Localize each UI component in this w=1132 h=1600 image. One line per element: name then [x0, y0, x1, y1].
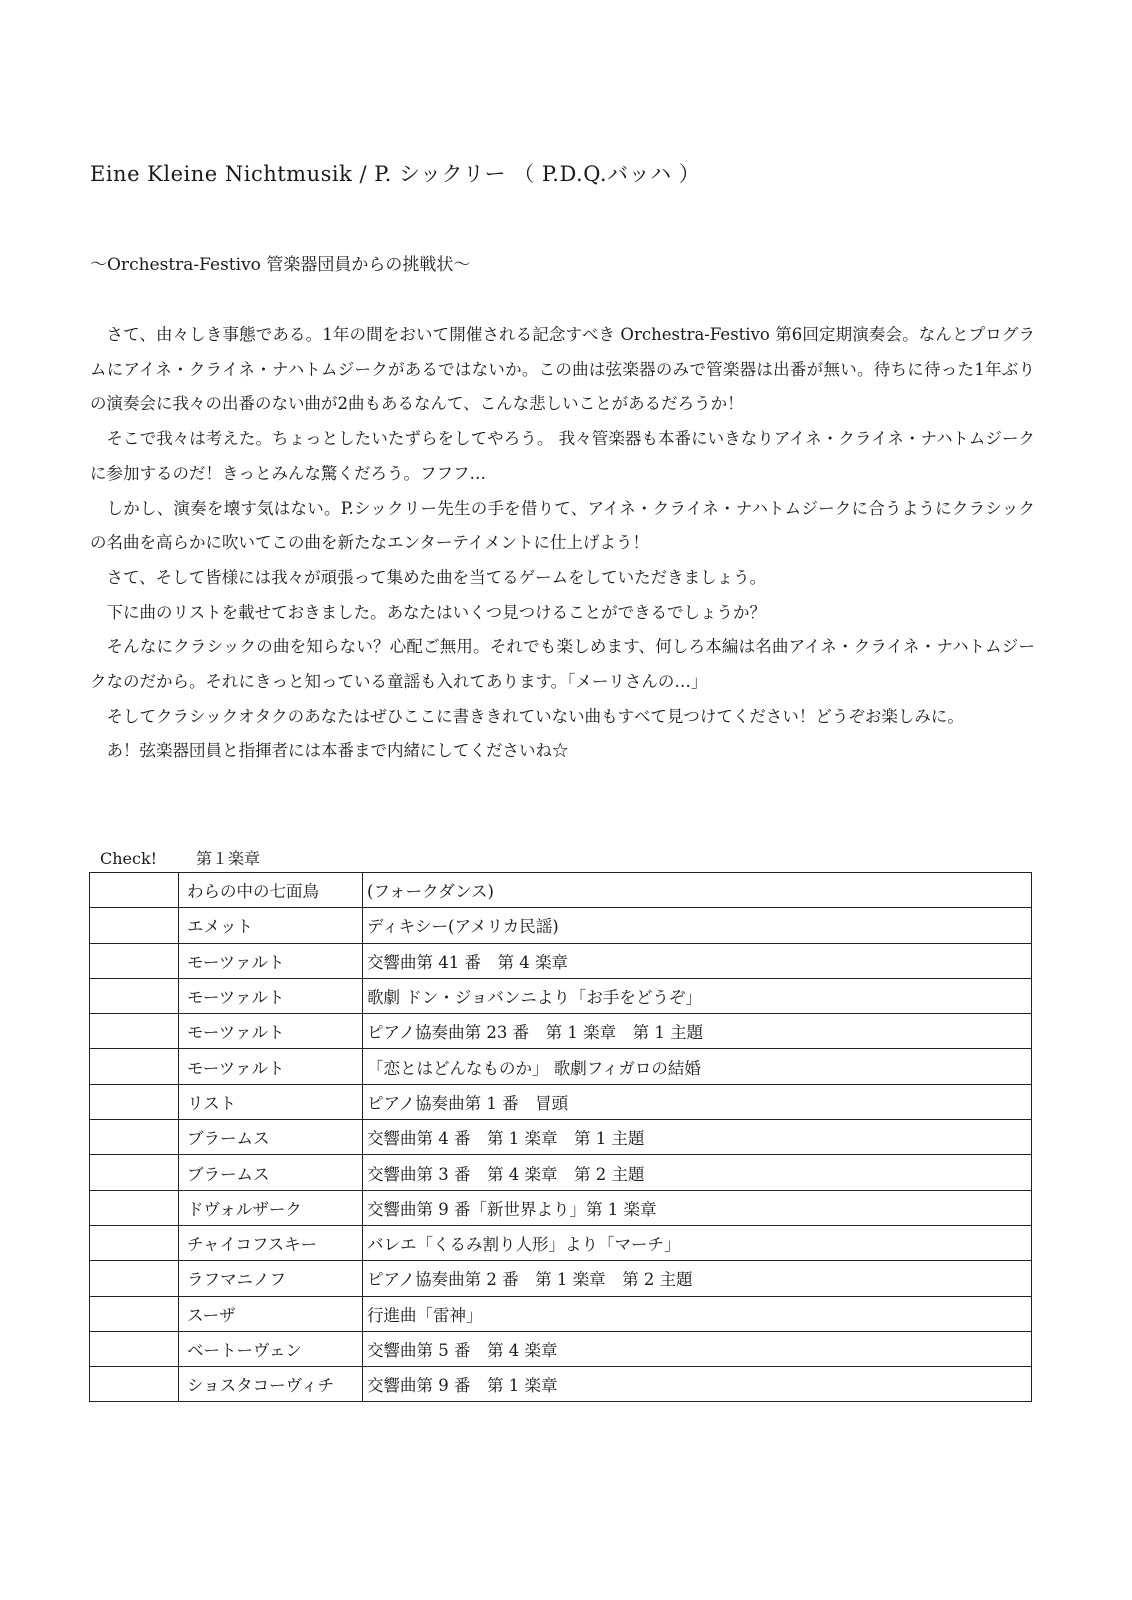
intro-paragraph: あ！弦楽器団員と指揮者には本番まで内緒にしてくださいね☆: [106, 741, 569, 761]
table-row: [90, 908, 1032, 943]
check-box-cell[interactable]: [90, 978, 179, 1013]
intro-paragraph: そしてクラシックオタクのあなたはぜひここに書ききれていない曲もすべて見つけてください！どうぞお楽しみに。: [106, 706, 964, 726]
check-box-cell[interactable]: [90, 1296, 179, 1331]
checklist-header: [100, 846, 260, 869]
composer-cell: ブラームス: [179, 1120, 363, 1155]
check-box-cell[interactable]: [90, 1367, 179, 1402]
work-cell: 交響曲第 9 番「新世界より」第 1 楽章: [363, 1190, 1032, 1225]
movement-label: 第１楽章: [196, 849, 261, 868]
check-box-cell[interactable]: [90, 1261, 179, 1296]
composer-cell: ベートーヴェン: [179, 1331, 363, 1366]
check-box-cell[interactable]: [90, 1190, 179, 1225]
intro-paragraph: しかし、演奏を壊す気はない。P.シックリー先生の手を借りて、アイネ・クライネ・ナハトムジークに合うようにクラシックの名曲を高らかに吹いてこの曲を新たなエンターテイメントに仕上げよう！: [90, 498, 1035, 553]
work-cell: 交響曲第 4 番 第 1 楽章 第 1 主題: [363, 1120, 1032, 1155]
work-cell: ピアノ協奏曲第 1 番 冒頭: [363, 1084, 1032, 1119]
work-cell: バレエ「くるみ割り人形」より「マーチ」: [363, 1225, 1032, 1260]
check-box-cell[interactable]: [90, 943, 179, 978]
table-row: [90, 1261, 1032, 1296]
table-row: [90, 1190, 1032, 1225]
composer-cell: モーツァルト: [179, 978, 363, 1013]
table-row: [90, 1225, 1032, 1260]
table-row: [90, 978, 1032, 1013]
check-box-cell[interactable]: [90, 1225, 179, 1260]
composer-cell: エメット: [179, 908, 363, 943]
composer-cell: ラフマニノフ: [179, 1261, 363, 1296]
work-cell: ピアノ協奏曲第 23 番 第 1 楽章 第 1 主題: [363, 1014, 1032, 1049]
check-box-cell[interactable]: [90, 908, 179, 943]
table-row: [90, 1296, 1032, 1331]
table-row: [90, 1120, 1032, 1155]
table-row: [90, 1084, 1032, 1119]
intro-paragraph: そんなにクラシックの曲を知らない？心配ご無用。それでも楽しめます、何しろ本編は名曲アイネ・クライネ・ナハトムジークなのだから。それにきっと知っている童謡も入れてあります。「メーリさんの…」: [90, 637, 1035, 692]
composer-cell: わらの中の七面鳥: [179, 873, 363, 908]
intro-text: [90, 318, 1035, 769]
check-box-cell[interactable]: [90, 873, 179, 908]
table-row: [90, 1155, 1032, 1190]
table-row: [90, 1367, 1032, 1402]
table-row: [90, 1331, 1032, 1366]
composer-cell: ブラームス: [179, 1155, 363, 1190]
page-subtitle: ～Orchestra-Festivo 管楽器団員からの挑戦状～: [90, 255, 471, 275]
song-checklist-table: [89, 872, 1032, 1402]
check-box-cell[interactable]: [90, 1331, 179, 1366]
table-row: [90, 943, 1032, 978]
table-row: [90, 1014, 1032, 1049]
check-box-cell[interactable]: [90, 1084, 179, 1119]
check-label: Check!: [100, 849, 158, 868]
work-cell: 交響曲第 5 番 第 4 楽章: [363, 1331, 1032, 1366]
work-cell: (フォークダンス): [363, 873, 1032, 908]
work-cell: 行進曲「雷神」: [363, 1296, 1032, 1331]
composer-cell: リスト: [179, 1084, 363, 1119]
work-cell: 交響曲第 41 番 第 4 楽章: [363, 943, 1032, 978]
table-row: [90, 1049, 1032, 1084]
composer-cell: モーツァルト: [179, 1049, 363, 1084]
composer-cell: モーツァルト: [179, 943, 363, 978]
table-row: [90, 873, 1032, 908]
intro-paragraph: 下に曲のリストを載せておきました。あなたはいくつ見つけることができるでしょうか？: [106, 602, 767, 622]
composer-cell: モーツァルト: [179, 1014, 363, 1049]
intro-paragraph: さて、そして皆様には我々が頑張って集めた曲を当てるゲームをしていただきましょう。: [106, 567, 767, 587]
work-cell: 交響曲第 9 番 第 1 楽章: [363, 1367, 1032, 1402]
intro-paragraph: さて、由々しき事態である。1年の間をおいて開催される記念すべき Orchestra-Festivo 第6回定期演奏会。なんとプログラムにアイネ・クライネ・ナハトムジークがあるではないか。この曲は弦楽器のみで管楽器は出番が無い。待ちに待った1年ぶりの演奏会に我々の出番のない曲が2曲もあるなんて、こんな悲しいことがあるだろうか！: [90, 325, 1035, 414]
work-cell: ピアノ協奏曲第 2 番 第 1 楽章 第 2 主題: [363, 1261, 1032, 1296]
intro-paragraph: そこで我々は考えた。ちょっとしたいたずらをしてやろう。 我々管楽器も本番にいきなりアイネ・クライネ・ナハトムジークに参加するのだ！きっとみんな驚くだろう。フフフ…: [90, 429, 1035, 483]
composer-cell: スーザ: [179, 1296, 363, 1331]
check-box-cell[interactable]: [90, 1155, 179, 1190]
composer-cell: チャイコフスキー: [179, 1225, 363, 1260]
work-cell: ディキシー(アメリカ民謡): [363, 908, 1032, 943]
page-title: Eine Kleine Nichtmusik / P. シックリー （ P.D.Q.バッハ ）: [90, 162, 701, 186]
composer-cell: ドヴォルザーク: [179, 1190, 363, 1225]
work-cell: 歌劇 ドン・ジョバンニより「お手をどうぞ」: [363, 978, 1032, 1013]
check-box-cell[interactable]: [90, 1014, 179, 1049]
work-cell: 「恋とはどんなものか」 歌劇フィガロの結婚: [363, 1049, 1032, 1084]
check-box-cell[interactable]: [90, 1120, 179, 1155]
check-box-cell[interactable]: [90, 1049, 179, 1084]
composer-cell: ショスタコーヴィチ: [179, 1367, 363, 1402]
work-cell: 交響曲第 3 番 第 4 楽章 第 2 主題: [363, 1155, 1032, 1190]
